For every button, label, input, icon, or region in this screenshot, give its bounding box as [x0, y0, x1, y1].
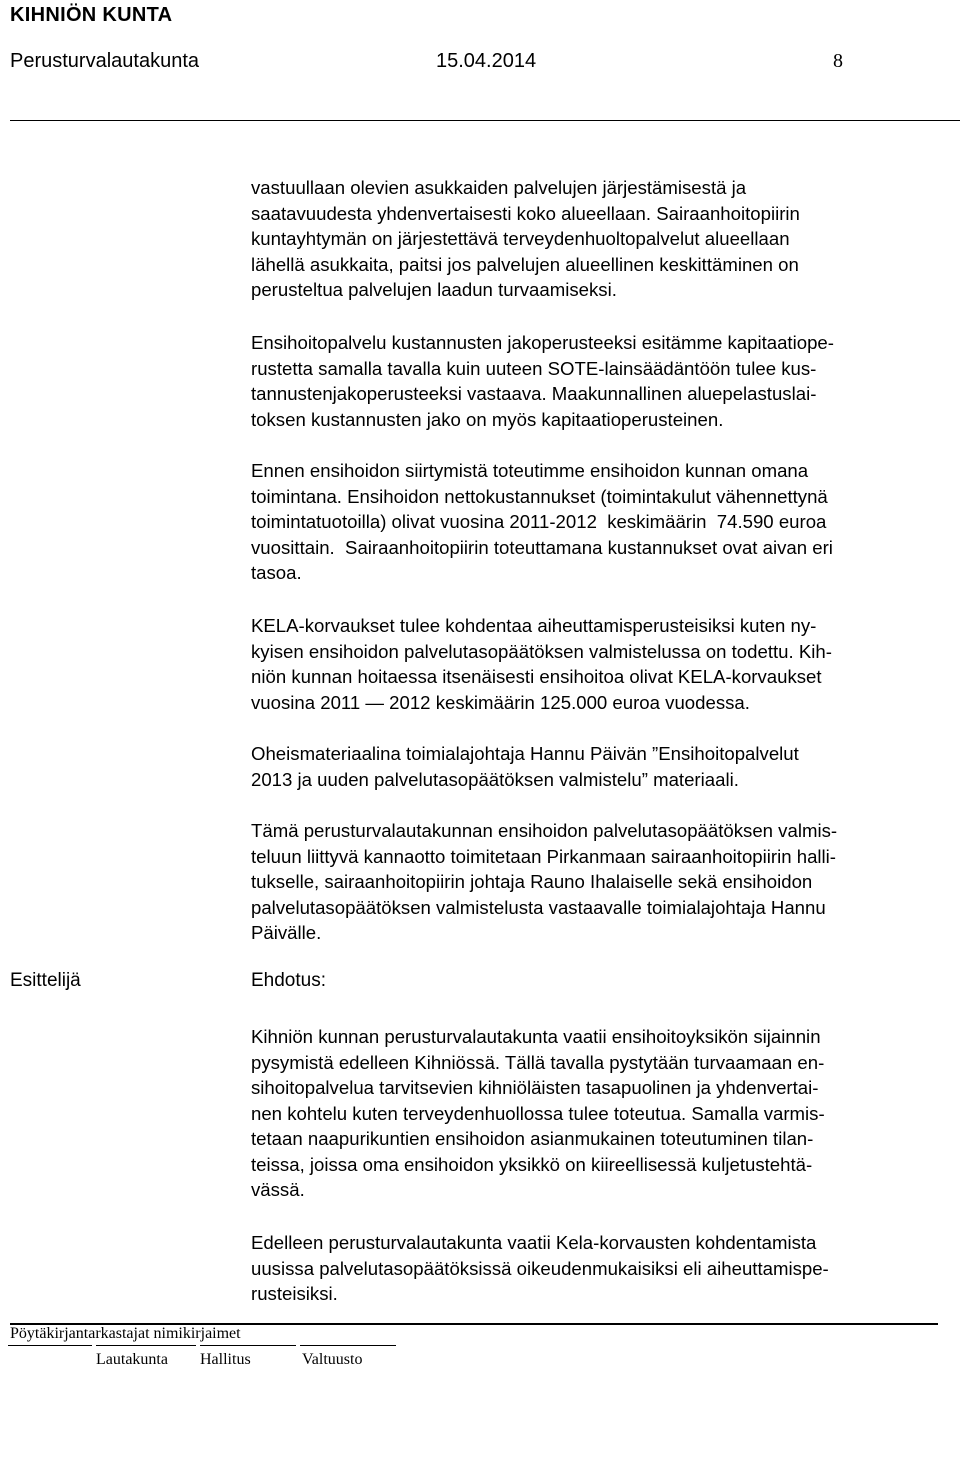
text-line: KELA-korvaukset tulee kohdentaa aiheuttamisperusteisiksi kuten ny- [251, 615, 817, 636]
text-line: tukselle, sairaanhoitopiirin johtaja Rauno Ihalaiselle sekä ensihoidon [251, 871, 813, 892]
text-line: Kihniön kunnan perusturvalautakunta vaatii ensihoitoyksikön sijainnin [251, 1026, 821, 1047]
meeting-date: 15.04.2014 [436, 50, 537, 72]
text-line: Päivälle. [251, 922, 322, 943]
text-line: toimintatuotoilla) olivat vuosina 2011-2012 keskimäärin 74.590 euroa [251, 511, 827, 532]
body-paragraph [251, 175, 955, 303]
text-line: 2013 ja uuden palvelutasopäätöksen valmistelu” materiaali. [251, 768, 739, 790]
text-line: vuosina 2011 — 2012 keskimäärin 125.000 euroa vuodessa. [251, 691, 750, 713]
signature-label: Pöytäkirjantarkastajat nimikirjaimet [10, 1325, 241, 1342]
text-line: pysymistä edelleen Kihniössä. Tällä tavalla pystytään turvaamaan en- [251, 1051, 825, 1073]
body-paragraph [251, 741, 955, 792]
text-line: teissa, joissa oma ensihoidon yksikkö on kiireellisessä kuljetustehtä- [251, 1153, 813, 1175]
text-line: Oheismateriaalina toimialajohtaja Hannu Päivän ”Ensihoitopalvelut [251, 743, 799, 764]
proposal-paragraph [251, 1230, 955, 1307]
text-line: nen kohtelu kuten terveydenhuollossa tulee toteutua. Samalla varmis- [251, 1102, 825, 1124]
body-paragraph [251, 458, 955, 586]
body-paragraph [251, 613, 955, 715]
text-line: Ennen ensihoidon siirtymistä toteutimme ensihoidon kunnan omana [251, 460, 809, 481]
signature-line [200, 1345, 296, 1346]
text-line: teluun liittyvä kannaotto toimitetaan Pirkanmaan sairaanhoitopiirin halli- [251, 845, 836, 867]
text-line: palvelutasopäätöksen valmistelusta vastaavalle toimialajohtaja Hannu [251, 896, 826, 918]
signature-line [96, 1345, 196, 1346]
text-line: Tämä perusturvalautakunnan ensihoidon palvelutasopäätöksen valmis- [251, 820, 838, 841]
text-line: Edelleen perusturvalautakunta vaatii Kela-korvausten kohdentamista [251, 1232, 817, 1253]
body-paragraph [251, 818, 955, 946]
body-paragraph [251, 330, 955, 432]
text-line: tasoa. [251, 562, 302, 583]
text-line: tannustenjakoperusteeksi vastaava. Maakunnallinen aluepelastuslai- [251, 383, 817, 404]
header-divider [10, 120, 960, 121]
committee-name: Perusturvalautakunta [10, 50, 200, 72]
signature-line [8, 1345, 92, 1346]
text-line: kyisen ensihoidon palvelutasopäätöksen valmistelussa on todettu. Kih- [251, 640, 832, 662]
proposal-label: Ehdotus: [251, 970, 326, 991]
text-line: rusteisiksi. [251, 1283, 338, 1304]
text-line: perusteltua palvelujen laadun turvaamiseksi. [251, 279, 617, 300]
page-number: 8 [833, 50, 843, 72]
text-line: vuosittain. Sairaanhoitopiirin toteuttamana kustannukset ovat aivan eri [251, 536, 833, 558]
text-line: tetaan naapurikuntien ensihoidon asianmukainen toteutuminen tilan- [251, 1128, 814, 1149]
text-line: toksen kustannusten jako on myös kapitaatioperusteinen. [251, 408, 724, 430]
text-line: sihoitopalvelua tarvitsevien kihniöläisten tasapuolinen ja yhdenvertai- [251, 1077, 819, 1098]
presenter-label: Esittelijä [10, 970, 81, 991]
signature-column-council: Valtuusto [302, 1351, 363, 1368]
signature-line [300, 1345, 396, 1346]
proposal-paragraph [251, 1024, 955, 1203]
text-line: saatavuudesta yhdenvertaisesti koko alueellaan. Sairaanhoitopiirin [251, 202, 800, 224]
text-line: vässä. [251, 1179, 305, 1200]
text-line: vastuullaan olevien asukkaiden palvelujen järjestämisestä ja [251, 177, 747, 198]
text-line: uusissa palvelutasopäätöksissä oikeudenmukaisiksi eli aiheuttamispe- [251, 1257, 829, 1279]
text-line: lähellä asukkaita, paitsi jos palvelujen alueellinen keskittäminen on [251, 253, 799, 275]
text-line: rustetta samalla tavalla kuin uuteen SOTE-lainsäädäntöön tulee kus- [251, 357, 817, 379]
text-line: kuntayhtymän on järjestettävä terveydenhuoltopalvelut alueellaan [251, 228, 790, 249]
text-line: Ensihoitopalvelu kustannusten jakoperusteeksi esitämme kapitaatiope- [251, 332, 834, 353]
signature-column-board: Hallitus [200, 1351, 251, 1368]
organization-name: KIHNIÖN KUNTA [10, 4, 173, 26]
text-line: toimintana. Ensihoidon nettokustannukset (toimintakulut vähennettynä [251, 485, 828, 507]
text-line: niön kunnan hoitaessa itsenäisesti ensihoitoa olivat KELA-korvaukset [251, 666, 822, 687]
signature-column-committee: Lautakunta [96, 1351, 168, 1368]
